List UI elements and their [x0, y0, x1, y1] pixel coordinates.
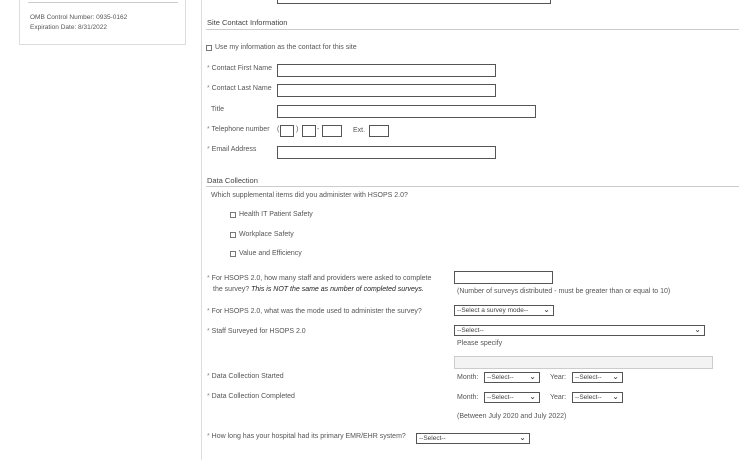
- data-collection-divider: [206, 186, 739, 187]
- completed-year-label: Year:: [550, 394, 567, 401]
- mode-select[interactable]: [454, 305, 554, 316]
- started-month-value: --Select--: [487, 374, 514, 381]
- chevron-down-icon: ⌄: [543, 305, 550, 314]
- sidebar-top-line: [28, 2, 178, 3]
- date-range-hint: (Between July 2020 and July 2022): [457, 413, 567, 420]
- use-my-info-label: Use my information as the contact for this site: [215, 44, 357, 51]
- first-name-label: * Contact First Name: [207, 65, 272, 72]
- omb-control-number: OMB Control Number: 0935-0162: [30, 14, 128, 21]
- supplemental-item-health-it-label: Health IT Patient Safety: [239, 211, 313, 218]
- chevron-down-icon: ⌄: [612, 372, 619, 381]
- supplemental-item-health-it-checkbox[interactable]: [230, 212, 236, 218]
- started-year-label: Year:: [550, 374, 567, 381]
- site-contact-title: Site Contact Information: [207, 18, 288, 27]
- chevron-down-icon: ⌄: [694, 325, 701, 334]
- phone-prefix-input[interactable]: [302, 125, 316, 137]
- started-month-label: Month:: [457, 374, 479, 381]
- staff-asked-hint: (Number of surveys distributed - must be greater than or equal to 10): [457, 288, 671, 295]
- staff-asked-label-line2: [213, 286, 424, 293]
- phone-ext-label: Ext.: [353, 127, 366, 134]
- title-input[interactable]: [277, 105, 536, 118]
- first-name-input[interactable]: [277, 64, 496, 77]
- completed-month-label: Month:: [457, 394, 479, 401]
- phone-label: * Telephone number: [207, 126, 270, 133]
- emr-label: * How long has your hospital had its primary EMR/EHR system?: [207, 433, 406, 440]
- emr-select-value: --Select--: [419, 435, 446, 442]
- site-contact-divider: [206, 29, 739, 30]
- please-specify-input[interactable]: [454, 356, 713, 369]
- staff-asked-input[interactable]: [454, 271, 553, 284]
- please-specify-label: Please specify: [457, 340, 503, 347]
- supplemental-item-workplace-checkbox[interactable]: [230, 232, 236, 238]
- completed-month-value: --Select--: [487, 394, 514, 401]
- staff-surveyed-label: * Staff Surveyed for HSOPS 2.0: [207, 328, 306, 335]
- data-collection-title: Data Collection: [207, 176, 258, 185]
- completed-month-select[interactable]: [484, 392, 540, 403]
- use-my-info-checkbox[interactable]: [206, 45, 212, 51]
- staff-asked-label-line1: * For HSOPS 2.0, how many staff and providers were asked to complete: [207, 275, 431, 282]
- last-name-label: * Contact Last Name: [207, 85, 272, 92]
- completed-label: * Data Collection Completed: [207, 393, 295, 400]
- emr-select[interactable]: [416, 433, 530, 444]
- mode-select-value: --Select a survey mode--: [457, 307, 529, 314]
- phone-ext-input[interactable]: [369, 125, 389, 137]
- email-label: * Email Address: [207, 146, 256, 153]
- phone-area-input[interactable]: [280, 125, 294, 137]
- phone-dash: -: [317, 126, 320, 133]
- title-label: Title: [211, 106, 224, 113]
- mode-label: * For HSOPS 2.0, what was the mode used to administer the survey?: [207, 308, 422, 315]
- chevron-down-icon: ⌄: [612, 392, 619, 401]
- staff-asked-emphasis: This is NOT the same as number of completed surveys.: [251, 286, 424, 293]
- sidebar-panel: [19, 0, 186, 45]
- chevron-down-icon: ⌄: [529, 372, 536, 381]
- supplemental-item-value-checkbox[interactable]: [230, 251, 236, 257]
- started-year-value: --Select--: [575, 374, 602, 381]
- supplemental-item-workplace-label: Workplace Safety: [239, 231, 294, 238]
- phone-line-input[interactable]: [322, 125, 342, 137]
- expiration-date: Expiration Date: 8/31/2022: [30, 24, 107, 31]
- email-input[interactable]: [277, 146, 496, 159]
- started-label: * Data Collection Started: [207, 373, 284, 380]
- chevron-down-icon: ⌄: [519, 433, 526, 442]
- staff-surveyed-select[interactable]: [454, 325, 705, 336]
- started-month-select[interactable]: [484, 372, 540, 383]
- started-year-select[interactable]: [572, 372, 623, 383]
- phone-close-paren: ): [296, 126, 299, 133]
- completed-year-select[interactable]: [572, 392, 623, 403]
- top-field-remnant[interactable]: [277, 0, 551, 4]
- supplemental-question: Which supplemental items did you administer with HSOPS 2.0?: [211, 192, 408, 199]
- completed-year-value: --Select--: [575, 394, 602, 401]
- staff-surveyed-select-value: --Select--: [457, 327, 484, 334]
- last-name-input[interactable]: [277, 84, 496, 97]
- phone-open-paren: (: [277, 126, 280, 133]
- chevron-down-icon: ⌄: [529, 392, 536, 401]
- staff-asked-prefix: the survey?: [213, 286, 252, 293]
- supplemental-item-value-label: Value and Efficiency: [239, 250, 302, 257]
